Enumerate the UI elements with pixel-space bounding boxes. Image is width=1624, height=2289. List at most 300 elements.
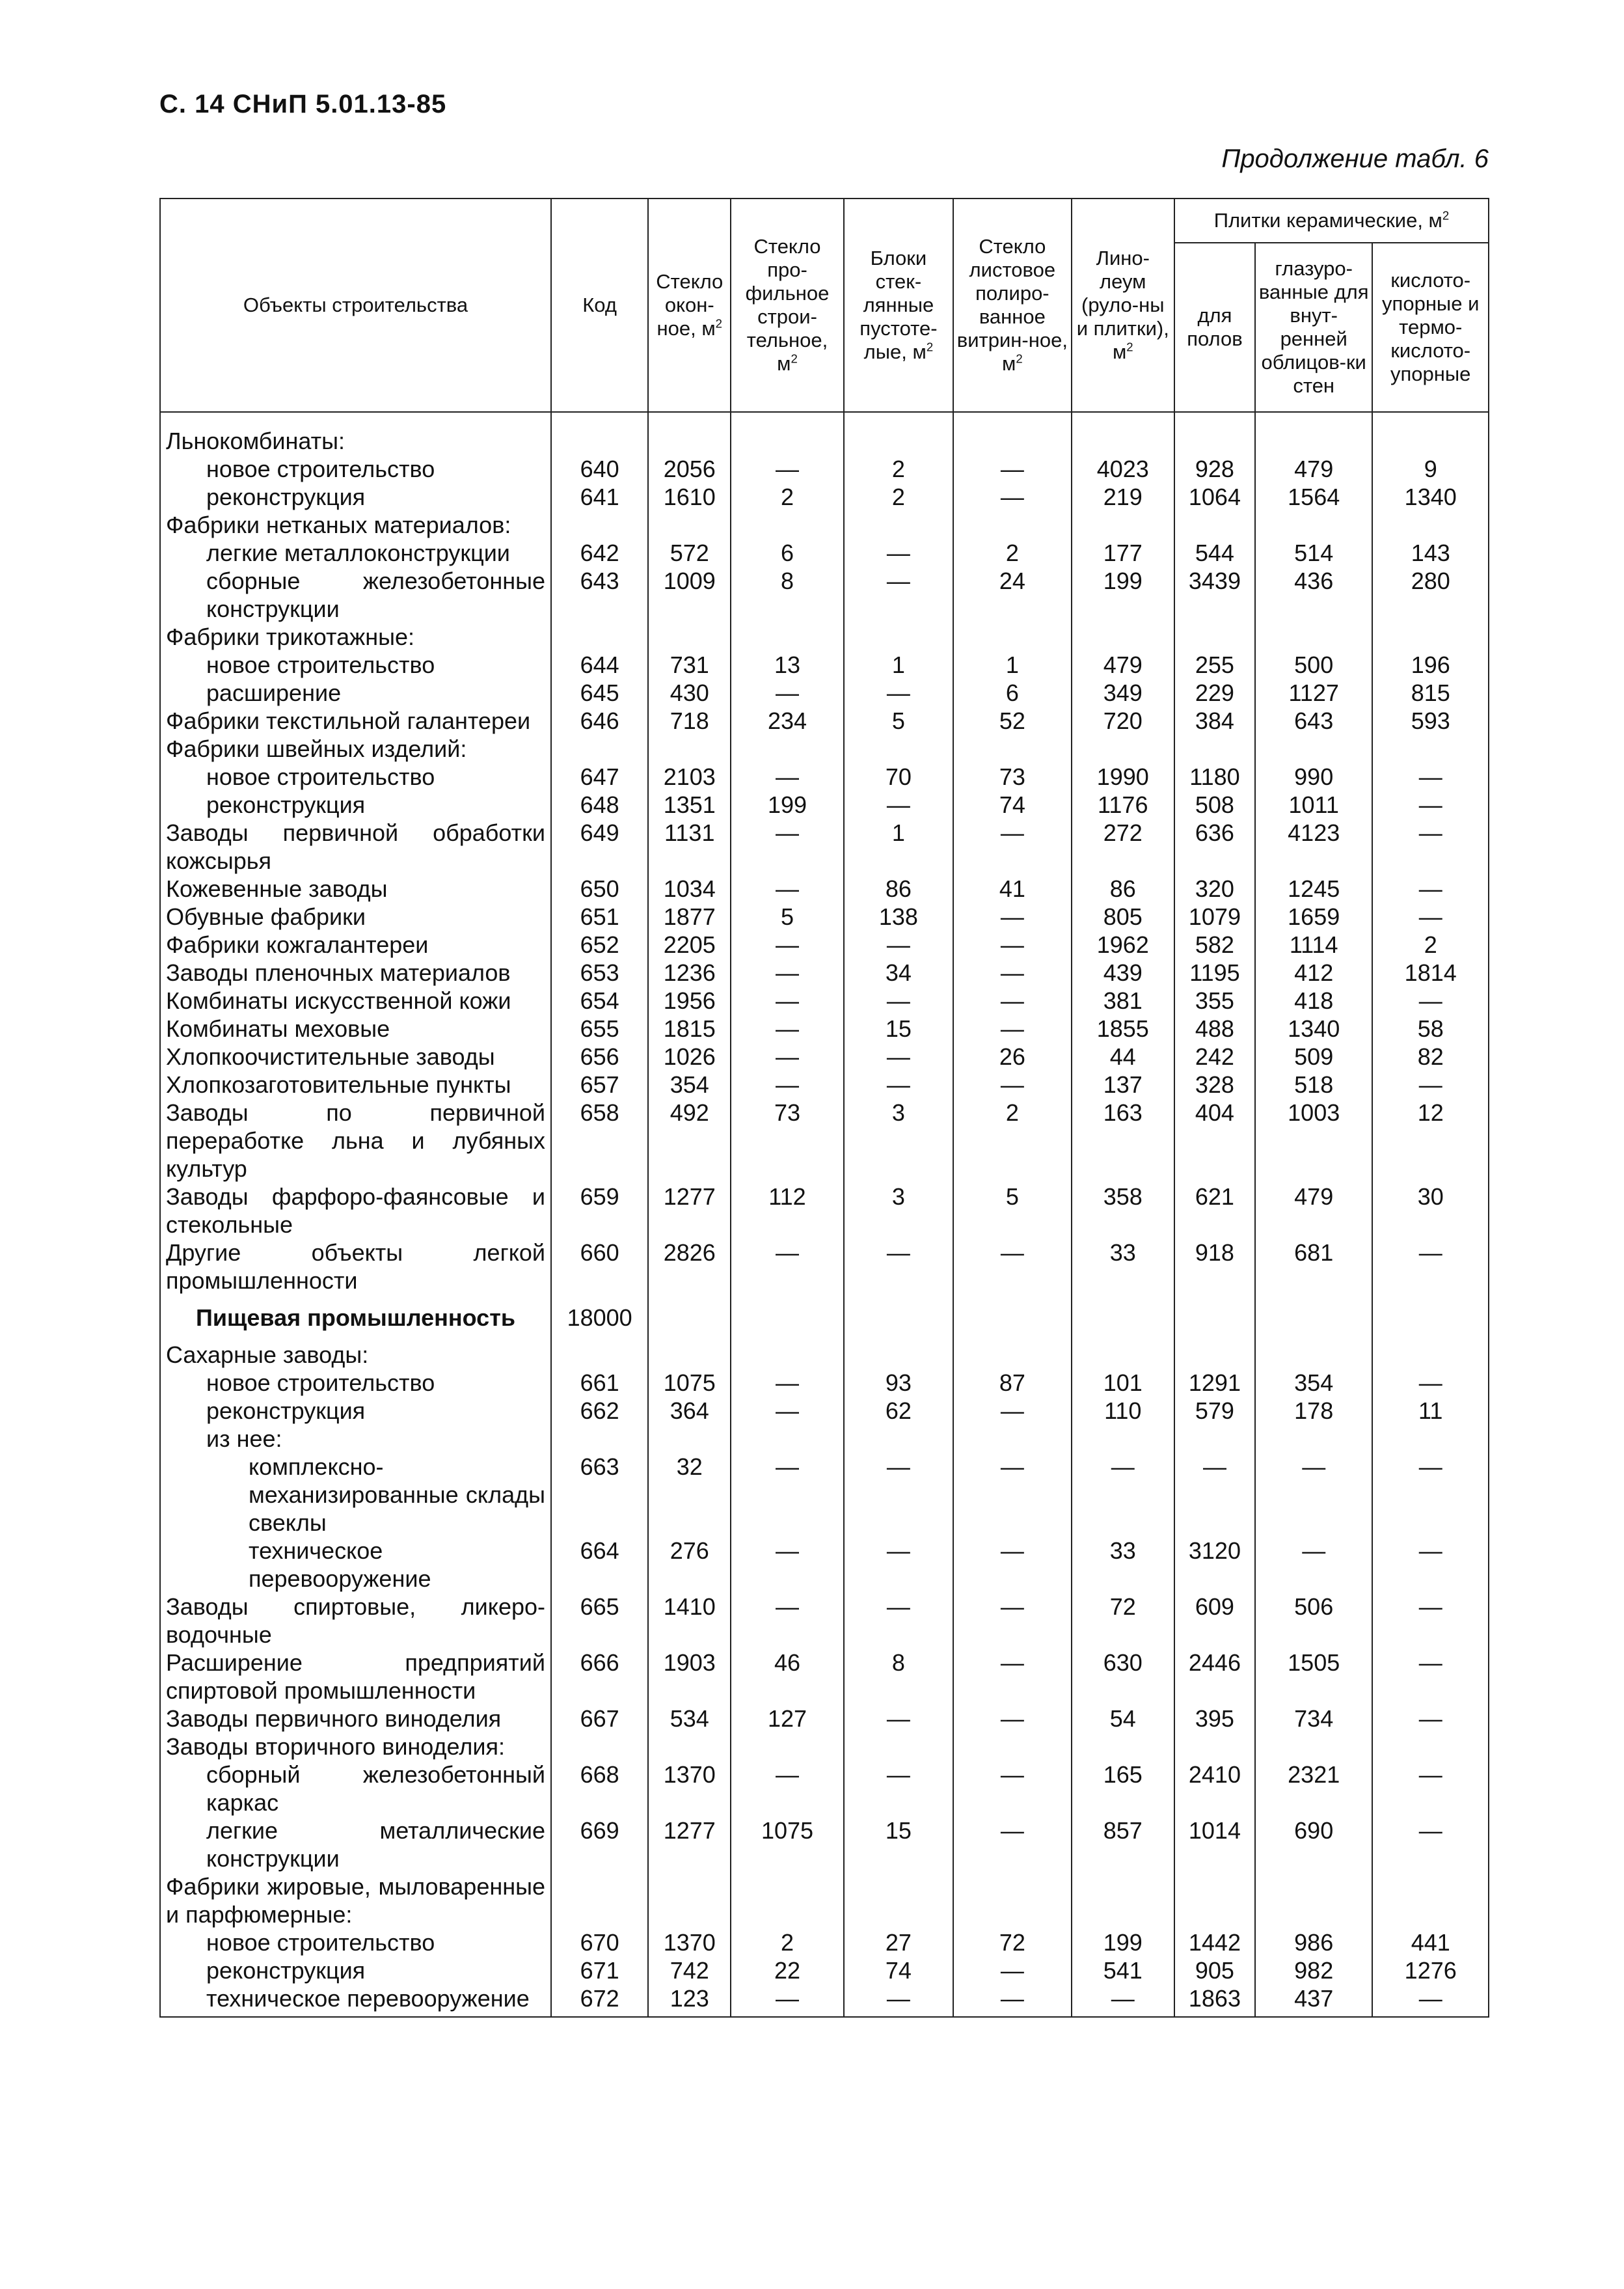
row-value: 12 xyxy=(1372,1099,1489,1183)
row-empty-cell xyxy=(648,735,731,763)
row-empty-cell xyxy=(731,1295,843,1341)
row-value: 1442 xyxy=(1174,1928,1255,1956)
table-row xyxy=(160,987,1489,1015)
row-value: — xyxy=(731,1015,843,1043)
table-row xyxy=(160,959,1489,987)
row-empty-cell xyxy=(648,1295,731,1341)
col-header-floor-tiles: для полов xyxy=(1174,243,1255,412)
row-value: 74 xyxy=(844,1956,953,1984)
table-row xyxy=(160,1537,1489,1593)
row-empty-cell xyxy=(648,1425,731,1453)
row-object-name: Заводы спиртовые, ликеро-водочные xyxy=(160,1593,551,1649)
row-value: 384 xyxy=(1174,707,1255,735)
row-empty-cell xyxy=(648,1341,731,1369)
row-object-name: легкие металлические конструкции xyxy=(160,1816,551,1872)
row-value: 986 xyxy=(1255,1928,1373,1956)
row-value: 165 xyxy=(1072,1761,1174,1816)
row-code: 649 xyxy=(551,819,648,875)
row-object-name: Заводы фарфоро-фаянсовые и стекольные xyxy=(160,1183,551,1239)
row-value: 3 xyxy=(844,1183,953,1239)
row-value: 492 xyxy=(648,1099,731,1183)
row-code: 657 xyxy=(551,1071,648,1099)
row-value: 110 xyxy=(1072,1397,1174,1425)
row-value: — xyxy=(953,931,1072,959)
row-value: — xyxy=(844,1043,953,1071)
row-empty-cell xyxy=(1072,1872,1174,1928)
row-empty-cell xyxy=(953,412,1072,455)
row-value: 6 xyxy=(953,679,1072,707)
row-empty-cell xyxy=(1174,735,1255,763)
table-row xyxy=(160,819,1489,875)
row-value: 74 xyxy=(953,791,1072,819)
row-value: 72 xyxy=(953,1928,1072,1956)
row-value: 30 xyxy=(1372,1183,1489,1239)
row-value: 2826 xyxy=(648,1239,731,1295)
row-empty-cell xyxy=(1072,1341,1174,1369)
row-value: — xyxy=(953,1239,1072,1295)
row-value: 509 xyxy=(1255,1043,1373,1071)
row-value: 681 xyxy=(1255,1239,1373,1295)
row-empty-cell xyxy=(551,735,648,763)
row-object-name: Фабрики жировые, мыловаренные и парфюмерные: xyxy=(160,1872,551,1928)
row-empty-cell xyxy=(1255,735,1373,763)
row-empty-cell xyxy=(1174,511,1255,539)
row-value: 54 xyxy=(1072,1705,1174,1733)
row-value: — xyxy=(1372,819,1489,875)
row-empty-cell xyxy=(551,623,648,651)
row-object-name: реконструкция xyxy=(160,791,551,819)
row-empty-cell xyxy=(953,1733,1072,1761)
row-value: — xyxy=(1372,1984,1489,2017)
row-value: — xyxy=(731,455,843,483)
row-empty-cell xyxy=(953,735,1072,763)
row-code: 668 xyxy=(551,1761,648,1816)
row-empty-cell xyxy=(648,1872,731,1928)
table-row xyxy=(160,1733,1489,1761)
row-value: — xyxy=(844,987,953,1015)
table-row xyxy=(160,1099,1489,1183)
row-value: 479 xyxy=(1255,1183,1373,1239)
row-value: 381 xyxy=(1072,987,1174,1015)
row-value: 1064 xyxy=(1174,483,1255,511)
row-empty-cell xyxy=(1372,511,1489,539)
row-value: 5 xyxy=(844,707,953,735)
row-code: 670 xyxy=(551,1928,648,1956)
row-empty-cell xyxy=(731,735,843,763)
row-object-name: Заводы первичной обработки кожсырья xyxy=(160,819,551,875)
row-empty-cell xyxy=(1372,1733,1489,1761)
table-row xyxy=(160,1649,1489,1705)
row-value: 1863 xyxy=(1174,1984,1255,2017)
row-empty-cell xyxy=(844,511,953,539)
row-value: 5 xyxy=(953,1183,1072,1239)
row-value: 518 xyxy=(1255,1071,1373,1099)
row-empty-cell xyxy=(844,1425,953,1453)
table-row xyxy=(160,483,1489,511)
row-value: 70 xyxy=(844,763,953,791)
row-value: 242 xyxy=(1174,1043,1255,1071)
row-object-name: легкие металлоконструкции xyxy=(160,539,551,567)
row-value: — xyxy=(731,1761,843,1816)
row-empty-cell xyxy=(1255,1425,1373,1453)
row-value: 2 xyxy=(953,1099,1072,1183)
row-object-name: Хлопкоочистительные заводы xyxy=(160,1043,551,1071)
row-value: — xyxy=(1372,1071,1489,1099)
row-value: 143 xyxy=(1372,539,1489,567)
col-header-objects: Объекты строительства xyxy=(160,199,551,412)
col-header-polished-glass: Стекло листовое полиро-ванное витрин-ное, $м^2$ xyxy=(953,199,1072,412)
table-row xyxy=(160,1705,1489,1733)
row-code: 659 xyxy=(551,1183,648,1239)
row-value: 506 xyxy=(1255,1593,1373,1649)
row-value: 1026 xyxy=(648,1043,731,1071)
row-value: 112 xyxy=(731,1183,843,1239)
row-code: 644 xyxy=(551,651,648,679)
row-value: 199 xyxy=(1072,1928,1174,1956)
row-value: 1079 xyxy=(1174,903,1255,931)
table-row xyxy=(160,1593,1489,1649)
row-value: — xyxy=(953,483,1072,511)
table-row xyxy=(160,791,1489,819)
row-value: — xyxy=(953,1015,1072,1043)
row-code: 663 xyxy=(551,1453,648,1537)
col-header-ceramic-tiles: Плитки керамические, $м^2$ xyxy=(1174,199,1489,243)
row-value: — xyxy=(953,987,1072,1015)
row-value: 3 xyxy=(844,1099,953,1183)
row-value: 928 xyxy=(1174,455,1255,483)
row-value: 276 xyxy=(648,1537,731,1593)
row-empty-cell xyxy=(1255,1341,1373,1369)
row-value: 2 xyxy=(731,1928,843,1956)
row-code: 666 xyxy=(551,1649,648,1705)
row-value: 430 xyxy=(648,679,731,707)
row-empty-cell xyxy=(1072,412,1174,455)
row-value: 1505 xyxy=(1255,1649,1373,1705)
row-value: 320 xyxy=(1174,875,1255,903)
row-value: 630 xyxy=(1072,1649,1174,1705)
row-empty-cell xyxy=(953,1295,1072,1341)
row-value: — xyxy=(953,1593,1072,1649)
row-value: — xyxy=(1255,1453,1373,1537)
row-value: 354 xyxy=(1255,1369,1373,1397)
row-object-name: Пищевая промышленность xyxy=(160,1295,551,1341)
row-empty-cell xyxy=(953,1425,1072,1453)
row-empty-cell xyxy=(1255,623,1373,651)
row-value: 742 xyxy=(648,1956,731,1984)
row-code: 672 xyxy=(551,1984,648,2017)
table-row xyxy=(160,1816,1489,1872)
row-value: 1903 xyxy=(648,1649,731,1705)
row-value: 1236 xyxy=(648,959,731,987)
table-row xyxy=(160,903,1489,931)
row-value: 544 xyxy=(1174,539,1255,567)
row-object-name: комплексно-механизированные склады свеклы xyxy=(160,1453,551,1537)
row-object-name: Расширение предприятий спиртовой промышленности xyxy=(160,1649,551,1705)
row-object-name: Заводы пленочных материалов xyxy=(160,959,551,987)
row-value: — xyxy=(731,679,843,707)
row-value: 62 xyxy=(844,1397,953,1425)
row-empty-cell xyxy=(1072,735,1174,763)
row-code: 665 xyxy=(551,1593,648,1649)
row-object-name: Заводы первичного виноделия xyxy=(160,1705,551,1733)
row-empty-cell xyxy=(1255,1733,1373,1761)
row-value: 1 xyxy=(953,651,1072,679)
row-empty-cell xyxy=(844,1733,953,1761)
row-value: 488 xyxy=(1174,1015,1255,1043)
row-value: 572 xyxy=(648,539,731,567)
table-row xyxy=(160,1071,1489,1099)
row-value: 255 xyxy=(1174,651,1255,679)
row-value: 1245 xyxy=(1255,875,1373,903)
row-empty-cell xyxy=(1372,1295,1489,1341)
row-value: — xyxy=(731,1369,843,1397)
row-code: 655 xyxy=(551,1015,648,1043)
row-empty-cell xyxy=(551,1872,648,1928)
row-value: 2321 xyxy=(1255,1761,1373,1816)
row-value: 1277 xyxy=(648,1816,731,1872)
row-value: — xyxy=(844,931,953,959)
row-empty-cell xyxy=(1372,1341,1489,1369)
row-code: 661 xyxy=(551,1369,648,1397)
table-continuation-label: Продолжение табл. 6 xyxy=(1221,144,1489,173)
row-empty-cell xyxy=(551,1341,648,1369)
row-value: 137 xyxy=(1072,1071,1174,1099)
row-value: 5 xyxy=(731,903,843,931)
row-value: 163 xyxy=(1072,1099,1174,1183)
row-object-name: Фабрики швейных изделий: xyxy=(160,735,551,763)
row-object-name: Льнокомбинаты: xyxy=(160,412,551,455)
row-code: 18000 xyxy=(551,1295,648,1341)
row-empty-cell xyxy=(648,511,731,539)
row-empty-cell xyxy=(1174,1341,1255,1369)
row-code: 647 xyxy=(551,763,648,791)
row-value: — xyxy=(844,1453,953,1537)
row-value: 439 xyxy=(1072,959,1174,987)
row-value: 1195 xyxy=(1174,959,1255,987)
row-value: 1131 xyxy=(648,819,731,875)
row-value: 593 xyxy=(1372,707,1489,735)
table-row xyxy=(160,707,1489,735)
row-value: 101 xyxy=(1072,1369,1174,1397)
row-code: 645 xyxy=(551,679,648,707)
row-object-name: техническое перевооружение xyxy=(160,1537,551,1593)
row-empty-cell xyxy=(1372,1872,1489,1928)
row-value: 86 xyxy=(1072,875,1174,903)
row-empty-cell xyxy=(551,412,648,455)
col-header-window-glass: Стекло окон-ное, $м^2$ xyxy=(648,199,731,412)
row-empty-cell xyxy=(844,735,953,763)
row-value: 280 xyxy=(1372,567,1489,623)
row-value: 2 xyxy=(953,539,1072,567)
table-row xyxy=(160,1043,1489,1071)
row-value: 720 xyxy=(1072,707,1174,735)
row-value: 4123 xyxy=(1255,819,1373,875)
row-value: 272 xyxy=(1072,819,1174,875)
row-empty-cell xyxy=(731,1425,843,1453)
row-value: — xyxy=(844,1761,953,1816)
row-value: 24 xyxy=(953,567,1072,623)
row-code: 646 xyxy=(551,707,648,735)
row-value: 354 xyxy=(648,1071,731,1099)
row-value: — xyxy=(953,1397,1072,1425)
row-value: — xyxy=(731,1239,843,1295)
row-value: — xyxy=(1072,1984,1174,2017)
row-value: 1340 xyxy=(1255,1015,1373,1043)
row-empty-cell xyxy=(953,1872,1072,1928)
row-code: 642 xyxy=(551,539,648,567)
row-value: 72 xyxy=(1072,1593,1174,1649)
row-value: — xyxy=(731,1537,843,1593)
row-empty-cell xyxy=(1372,735,1489,763)
row-value: — xyxy=(844,1593,953,1649)
row-value: 734 xyxy=(1255,1705,1373,1733)
row-value: 15 xyxy=(844,1816,953,1872)
row-value: 621 xyxy=(1174,1183,1255,1239)
row-empty-cell xyxy=(1174,412,1255,455)
row-value: — xyxy=(844,1705,953,1733)
row-empty-cell xyxy=(1174,1872,1255,1928)
row-value: — xyxy=(731,987,843,1015)
row-value: 1003 xyxy=(1255,1099,1373,1183)
row-object-name: расширение xyxy=(160,679,551,707)
row-value: 2410 xyxy=(1174,1761,1255,1816)
row-value: 3120 xyxy=(1174,1537,1255,1593)
row-value: — xyxy=(1372,1593,1489,1649)
row-value: 1410 xyxy=(648,1593,731,1649)
row-value: 1075 xyxy=(731,1816,843,1872)
row-empty-cell xyxy=(1072,511,1174,539)
table-row xyxy=(160,1239,1489,1295)
table-row xyxy=(160,511,1489,539)
row-value: — xyxy=(844,1537,953,1593)
row-value: — xyxy=(1372,791,1489,819)
table-row xyxy=(160,1341,1489,1369)
row-value: — xyxy=(1372,875,1489,903)
table-row xyxy=(160,679,1489,707)
row-value: — xyxy=(953,1071,1072,1099)
row-code: 643 xyxy=(551,567,648,623)
row-value: 1176 xyxy=(1072,791,1174,819)
row-empty-cell xyxy=(1072,1295,1174,1341)
row-object-name: Комбинаты меховые xyxy=(160,1015,551,1043)
row-object-name: Комбинаты искусственной кожи xyxy=(160,987,551,1015)
table-row xyxy=(160,1984,1489,2017)
row-value: 1370 xyxy=(648,1928,731,1956)
table-row xyxy=(160,931,1489,959)
row-value: 541 xyxy=(1072,1956,1174,1984)
row-value: 500 xyxy=(1255,651,1373,679)
row-value: 26 xyxy=(953,1043,1072,1071)
row-value: — xyxy=(1372,903,1489,931)
row-value: 437 xyxy=(1255,1984,1373,2017)
row-value: 52 xyxy=(953,707,1072,735)
row-value: — xyxy=(953,1537,1072,1593)
row-value: — xyxy=(844,1071,953,1099)
row-value: 86 xyxy=(844,875,953,903)
row-value: 3439 xyxy=(1174,567,1255,623)
row-value: — xyxy=(731,959,843,987)
row-value: 2 xyxy=(844,455,953,483)
row-object-name: Заводы по первичной переработке льна и лубяных культур xyxy=(160,1099,551,1183)
row-value: — xyxy=(731,819,843,875)
row-value: 46 xyxy=(731,1649,843,1705)
row-value: — xyxy=(731,763,843,791)
row-empty-cell xyxy=(1174,1733,1255,1761)
table-row xyxy=(160,455,1489,483)
row-empty-cell xyxy=(953,1341,1072,1369)
row-value: — xyxy=(731,1593,843,1649)
row-value: 643 xyxy=(1255,707,1373,735)
row-value: 479 xyxy=(1255,455,1373,483)
row-empty-cell xyxy=(551,511,648,539)
row-value: — xyxy=(1372,1453,1489,1537)
row-value: 508 xyxy=(1174,791,1255,819)
row-value: 73 xyxy=(953,763,1072,791)
table-row xyxy=(160,412,1489,455)
row-value: — xyxy=(731,931,843,959)
row-value: 418 xyxy=(1255,987,1373,1015)
row-value: 177 xyxy=(1072,539,1174,567)
row-value: 1659 xyxy=(1255,903,1373,931)
row-value: 349 xyxy=(1072,679,1174,707)
row-value: 731 xyxy=(648,651,731,679)
row-object-name: Фабрики нетканых материалов: xyxy=(160,511,551,539)
row-empty-cell xyxy=(1255,1872,1373,1928)
row-value: 364 xyxy=(648,1397,731,1425)
table-row xyxy=(160,763,1489,791)
row-object-name: Кожевенные заводы xyxy=(160,875,551,903)
table-row xyxy=(160,623,1489,651)
row-value: 1990 xyxy=(1072,763,1174,791)
row-value: 1277 xyxy=(648,1183,731,1239)
row-code: 660 xyxy=(551,1239,648,1295)
row-value: — xyxy=(731,1043,843,1071)
row-value: — xyxy=(953,1956,1072,1984)
row-value: — xyxy=(1372,987,1489,1015)
row-empty-cell xyxy=(1255,1295,1373,1341)
row-value: — xyxy=(953,1649,1072,1705)
row-value: 815 xyxy=(1372,679,1489,707)
row-value: — xyxy=(731,1984,843,2017)
col-header-linoleum: Лино-леум (руло-ны и плитки), $м^2$ xyxy=(1072,199,1174,412)
row-object-name: Сахарные заводы: xyxy=(160,1341,551,1369)
row-object-name: из нее: xyxy=(160,1425,551,1453)
row-empty-cell xyxy=(1072,1425,1174,1453)
row-empty-cell xyxy=(551,1733,648,1761)
row-value: 1009 xyxy=(648,567,731,623)
row-value: 1370 xyxy=(648,1761,731,1816)
row-value: — xyxy=(953,1761,1072,1816)
table-row xyxy=(160,1872,1489,1928)
row-empty-cell xyxy=(731,511,843,539)
row-code: 640 xyxy=(551,455,648,483)
row-value: 11 xyxy=(1372,1397,1489,1425)
row-value: 609 xyxy=(1174,1593,1255,1649)
row-value: 138 xyxy=(844,903,953,931)
row-value: 229 xyxy=(1174,679,1255,707)
row-value: 41 xyxy=(953,875,1072,903)
table-row xyxy=(160,1928,1489,1956)
row-value: — xyxy=(1072,1453,1174,1537)
row-value: 199 xyxy=(731,791,843,819)
page-header: С. 14 СНиП 5.01.13-85 xyxy=(159,90,447,118)
row-value: 33 xyxy=(1072,1239,1174,1295)
table-row xyxy=(160,567,1489,623)
row-value: 1 xyxy=(844,651,953,679)
row-value: — xyxy=(1372,1537,1489,1593)
row-code: 664 xyxy=(551,1537,648,1593)
table-row xyxy=(160,1183,1489,1239)
